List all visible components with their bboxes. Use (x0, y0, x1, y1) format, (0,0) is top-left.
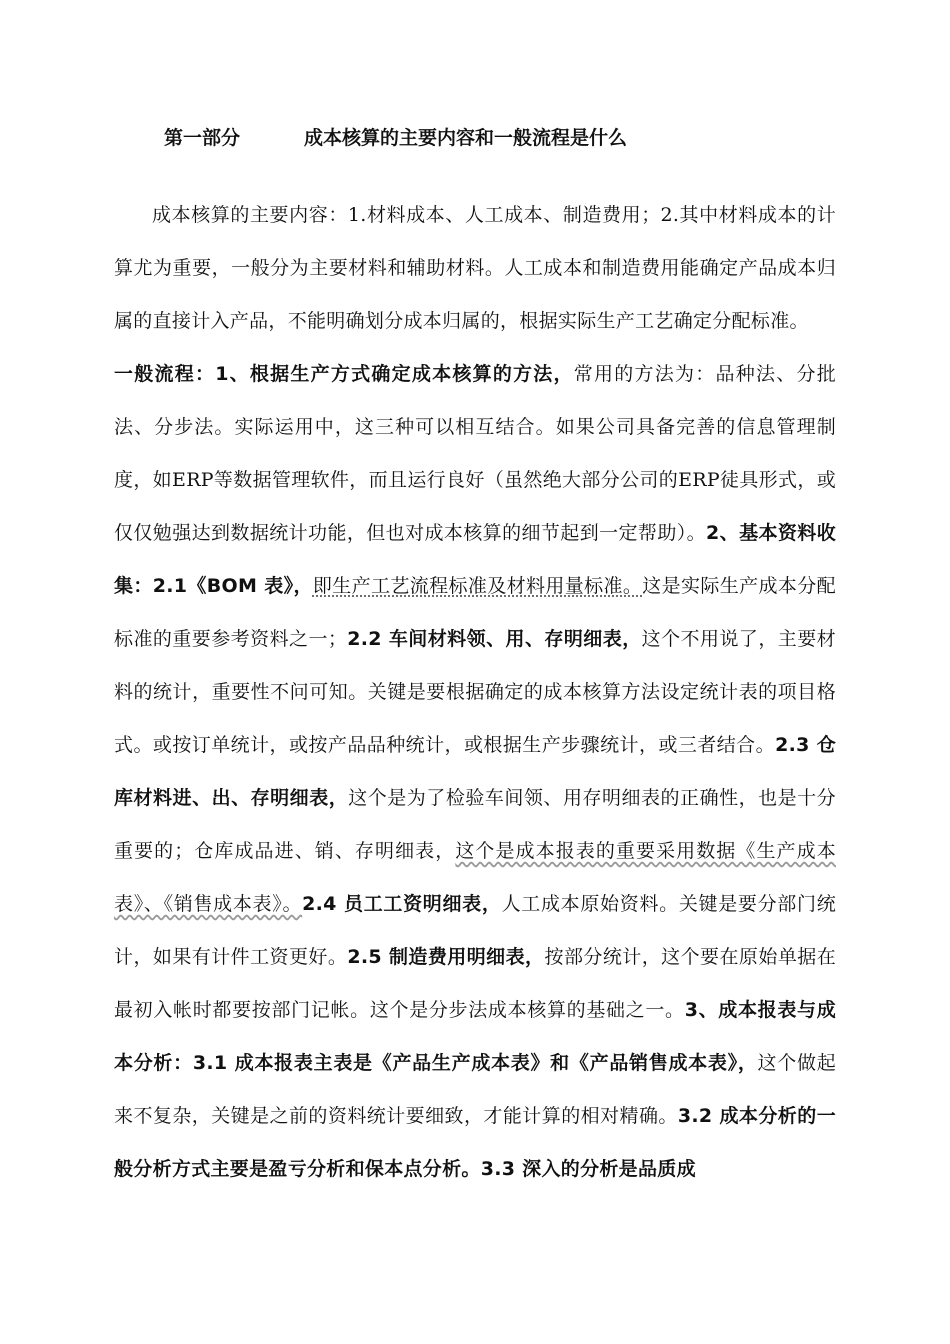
flow-text: 这个不用说了，主要材料的统计，重要性不问可知。关键是要根据确定的成本核算方法设定统计表的项目格式。或按订单统计，或按产品品种统计，或根据生产步骤统计，或三者结合。 (114, 628, 836, 756)
flow-text: 人工成本原始资料。关键是要分部门统计，如果有计件工资更好。 (114, 893, 836, 968)
payroll-heading: 2.4 员工工资明细表， (302, 893, 502, 915)
flow-text: 这是实际生产成本分配标准的重要参考资料之一； (114, 575, 836, 650)
cost-analysis-heading: 3.2 成本分析的一般分析方式主要是盈亏分析和保本点分析。3.3 深入的分析是品质成 (114, 1105, 836, 1180)
flow-step-1-heading: 一般流程：1、根据生产方式确定成本核算的方法， (114, 363, 574, 385)
bom-description: 即生产工艺流程标准及材料用量标准。 (312, 575, 643, 597)
flow-paragraph (114, 348, 836, 1196)
section-heading: 成本核算的主要内容和一般流程是什么 (304, 127, 628, 149)
flow-text: 这个是为了检验车间领、用存明细表的正确性，也是十分重要的；仓库成品进、销、存明细表， (114, 787, 836, 862)
flow-step-2-heading: 2、基本资料收集：2.1《BOM 表》， (114, 522, 836, 597)
workshop-material-heading: 2.2 车间材料领、用、存明细表， (347, 628, 642, 650)
cost-report-note: 这个是成本报表的重要采用数据《生产成本表》、《销售成本表》。 (114, 840, 836, 915)
flow-text: 常用的方法为：品种法、分批法、分步法。实际运用中，这三种可以相互结合。如果公司具备完善的信息管理制度，如ERP等数据管理软件，而且运行良好（虽然绝大部分公司的ERP徒具形式，或仅仅勉强达到数据统计功能，但也对成本核算的细节起到一定帮助）。 (114, 363, 837, 544)
section-title (164, 124, 627, 152)
overhead-heading: 2.5 制造费用明细表， (347, 946, 545, 968)
flow-text: 这个做起来不复杂，关键是之前的资料统计要细致，才能计算的相对精确。 (114, 1052, 836, 1127)
section-number: 第一部分 (164, 127, 241, 149)
warehouse-material-heading: 2.3 仓库材料进、出、存明细表， (114, 734, 836, 809)
flow-text: 按部分统计，这个要在原始单据在最初入帐时都要按部门记帐。这个是分步法成本核算的基础之一。 (114, 946, 837, 1021)
document-body (114, 189, 836, 1196)
flow-step-3-heading: 3、成本报表与成本分析：3.1 成本报表主表是《产品生产成本表》和《产品销售成本表》， (114, 999, 836, 1074)
intro-paragraph: 成本核算的主要内容：1.材料成本、人工成本、制造费用；2.其中材料成本的计算尤为重要，一般分为主要材料和辅助材料。人工成本和制造费用能确定产品成本归属的直接计入产品，不能明确划分成本归属的，根据实际生产工艺确定分配标准。 (114, 204, 836, 332)
